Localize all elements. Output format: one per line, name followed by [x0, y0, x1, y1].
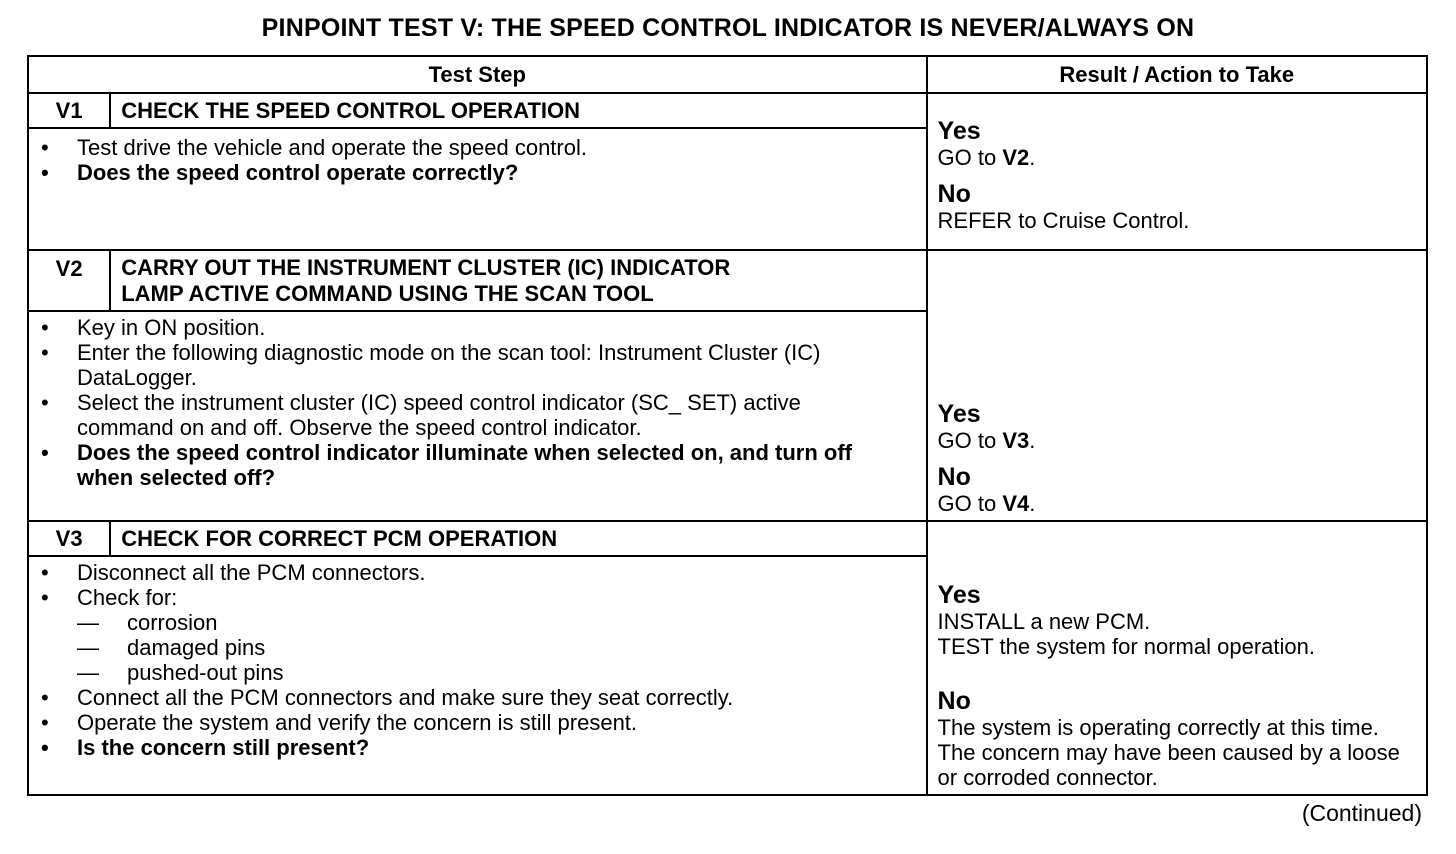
list-item: • Does the speed control operate correctly? [41, 160, 519, 185]
page-title: PINPOINT TEST V: THE SPEED CONTROL INDICATOR IS NEVER/ALWAYS ON [261, 14, 1195, 42]
no-label: No [937, 687, 971, 715]
list-item: • Key in ON position. [41, 315, 266, 340]
pinpoint-test-table [27, 55, 1428, 796]
yes-action: INSTALL a new PCM. [937, 609, 1151, 634]
result-header: Result / Action to Take [927, 56, 1427, 93]
yes-action-2: TEST the system for normal operation. [937, 634, 1315, 659]
no-label: No [937, 179, 971, 208]
yes-label: Yes [937, 400, 981, 428]
step-heading-row [28, 521, 1427, 556]
step-result [927, 93, 1427, 250]
list-item: • Operate the system and verify the concern is still present. [41, 710, 638, 735]
step-heading-row [28, 93, 1427, 128]
step-heading: CARRY OUT THE INSTRUMENT CLUSTER (IC) INDICATOR LAMP ACTIVE COMMAND USING THE SCAN TOOL [110, 250, 926, 311]
step-id: V2 [28, 250, 110, 311]
list-item: — pushed-out pins [77, 660, 284, 685]
yes-target: V2 [1002, 144, 1030, 170]
yes-action: GO to V2. [937, 144, 1036, 170]
yes-label: Yes [937, 581, 981, 609]
list-item: — corrosion [77, 610, 218, 635]
yes-action: GO to V3. [937, 428, 1036, 453]
step-body [28, 556, 927, 795]
list-item: • Is the concern still present? [41, 735, 370, 760]
list-item: • Enter the following diagnostic mode on the scan tool: Instrument Cluster (IC) DataLogger. [41, 340, 821, 390]
yes-target: V3 [1002, 428, 1030, 453]
yes-label: Yes [937, 116, 981, 145]
test-step-header: Test Step [28, 56, 927, 93]
list-item: • Check for: [41, 585, 178, 610]
no-action: REFER to Cruise Control. [937, 207, 1190, 233]
step-heading: CHECK FOR CORRECT PCM OPERATION [110, 521, 926, 556]
continued-note: (Continued) [1301, 800, 1422, 826]
step-heading: CHECK THE SPEED CONTROL OPERATION [110, 93, 926, 128]
step-id: V3 [28, 521, 110, 556]
table-header-row [28, 56, 1427, 93]
list-item: • Select the instrument cluster (IC) speed control indicator (SC_ SET) active command on and off. Observe the speed control indicator. [41, 390, 801, 440]
list-item: • Does the speed control indicator illuminate when selected on, and turn off when selected off? [41, 440, 852, 490]
step-result [927, 250, 1427, 521]
list-item: • Connect all the PCM connectors and make sure they seat correctly. [41, 685, 734, 710]
step-body [28, 128, 927, 250]
no-target: V4 [1002, 491, 1030, 516]
no-action: The system is operating correctly at this time. The concern may have been caused by a loose or corroded connector. [937, 715, 1400, 790]
no-label: No [937, 463, 971, 491]
step-body [28, 311, 927, 521]
step-id: V1 [28, 93, 110, 128]
step-result [927, 521, 1427, 795]
list-item: • Test drive the vehicle and operate the speed control. [41, 135, 587, 160]
no-action: GO to V4. [937, 491, 1036, 516]
list-item: — damaged pins [77, 635, 266, 660]
list-item: • Disconnect all the PCM connectors. [41, 560, 426, 585]
step-heading-row [28, 250, 1427, 311]
